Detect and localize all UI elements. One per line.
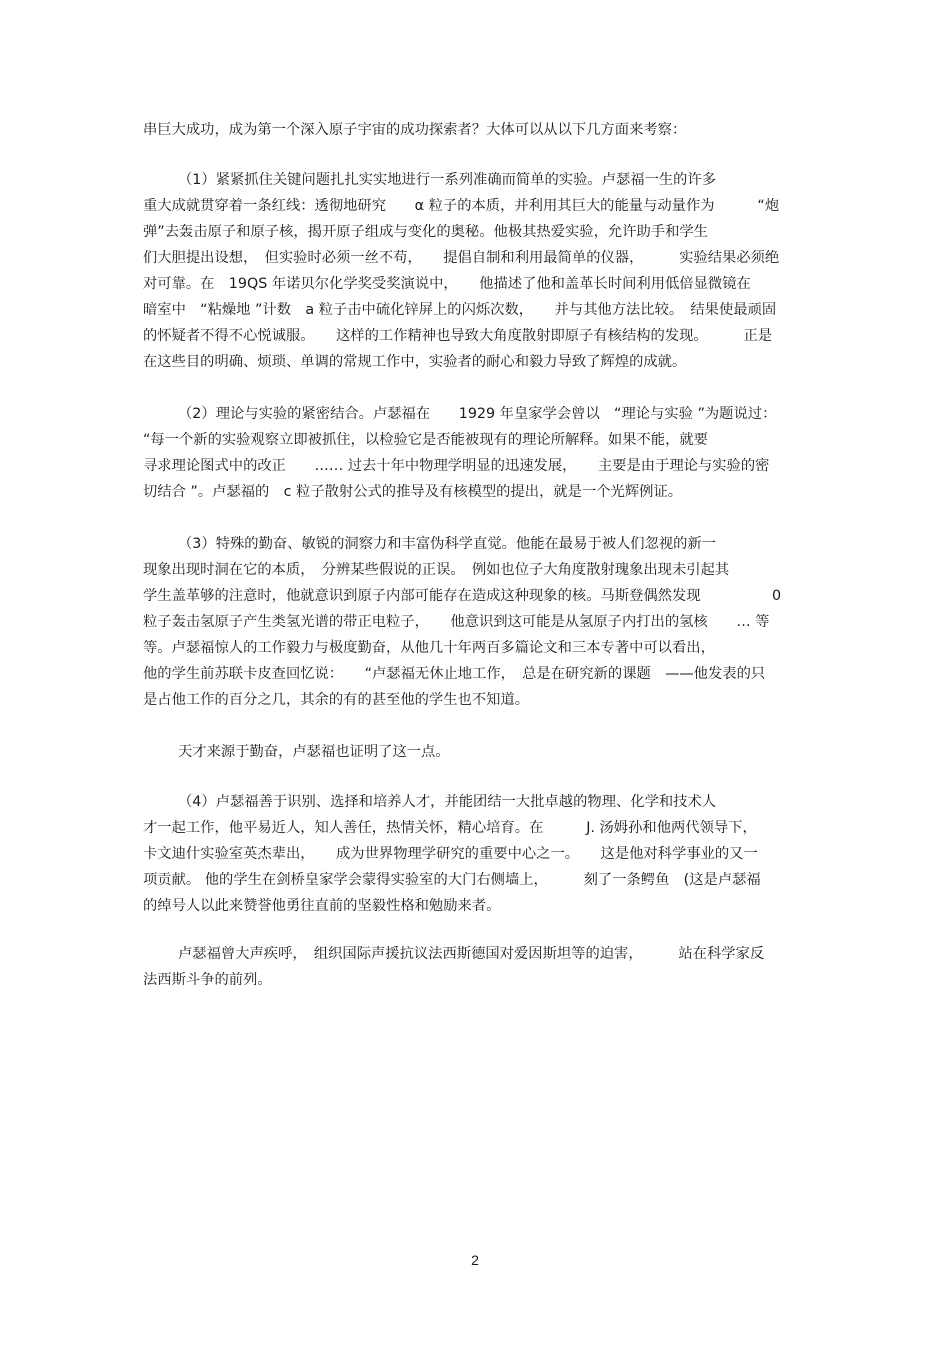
text-line: “每一个新的实验观察立即被抓住，以检验它是否能被现有的理论所解释。如果不能，就要 <box>143 432 708 448</box>
text-line: 在这些目的明确、烦琐、单调的常规工作中，实验者的耐心和毅力导致了辉煌的成就。 <box>143 354 687 370</box>
text-line: 弹”去轰击原子和原子核，揭开原子组成与变化的奥秘。他极其热爱实验，允许助手和学生 <box>143 224 708 240</box>
text-line: 卡文迪什实验室英杰辈出， 成为世界物理学研究的重要中心之一。 这是他对科学事业的又一 <box>143 846 758 862</box>
text-line: （4）卢瑟福善于识别、选择和培养人才，并能团结一大批卓越的物理、化学和技术人 <box>178 794 717 810</box>
text-line: 串巨大成功，成为第一个深入原子宇宙的成功探索者？大体可以从以下几方面来考察： <box>143 122 687 138</box>
paragraph-1-experiments <box>143 167 813 375</box>
text-line: 才一起工作，他平易近人，知人善任，热情关怀，精心培育。在 J. 汤姆孙和他两代领导下， <box>143 820 757 836</box>
text-line: 重大成就贯穿着一条红线：透彻地研究 α 粒子的本质，并利用其巨大的能量与动量作为 “炮 <box>143 198 780 214</box>
paragraph-anti-fascism <box>143 941 813 993</box>
paragraph-4-talent <box>143 789 813 919</box>
paragraph-genius-diligence <box>143 739 813 765</box>
text-line: 项贡献。 他的学生在剑桥皇家学会蒙得实验室的大门右侧墙上， 刻了一条鳄鱼 (这是卢瑟福 <box>143 872 761 888</box>
text-line: 是占他工作的百分之几，其余的有的甚至他的学生也不知道。 <box>143 692 530 708</box>
text-line: 的绰号人以此来赞誉他勇往直前的坚毅性格和勉励来者。 <box>143 898 501 914</box>
intro-paragraph <box>143 117 813 143</box>
text-line: 等。卢瑟福惊人的工作毅力与极度勤奋，从他几十年两百多篇论文和三本专著中可以看出， <box>143 640 715 656</box>
text-line: （1）紧紧抓住关键问题扎扎实实地进行一系列准确而简单的实验。卢瑟福一生的许多 <box>178 172 717 188</box>
text-line: 对可靠。在 19QS 年诺贝尔化学奖受奖演说中， 他描述了他和盖革长时间利用低倍显微镜在 <box>143 276 751 292</box>
text-line: 暗室中 “粘燥地 ”计数 a 粒子击中硫化锌屏上的闪烁次数， 并与其他方法比较。 结果使最顽固 <box>143 302 777 318</box>
text-line: （2）理论与实验的紧密结合。卢瑟福在 1929 年皇家学会曾以 “理论与实验 ”为题说过： <box>178 406 777 422</box>
text-line: 现象出现时洞在它的本质， 分辨某些假说的正误。 例如也位子大角度散射瑰象出现未引起其 <box>143 562 730 578</box>
paragraph-2-theory-and-experiment <box>143 401 813 505</box>
page-number: 2 <box>471 1252 479 1268</box>
paragraph-3-diligence <box>143 531 813 713</box>
text-line: 学生盖革够的注意时，他就意识到原子内部可能存在造成这种现象的核。马斯登偶然发现 0 <box>143 588 782 604</box>
text-line: 切结合 ”。卢瑟福的 c 粒子散射公式的推导及有核模型的提出，就是一个光辉例证。 <box>143 484 683 500</box>
text-line: 法西斯斗争的前列。 <box>143 972 272 988</box>
text-line: 们大胆提出设想， 但实验时必须一丝不苟， 提倡自制和利用最简单的仪器， 实验结果必须绝 <box>143 250 780 266</box>
text-line: （3）特殊的勤奋、敏锐的洞察力和丰富伪科学直觉。他能在最易于被人们忽视的新一 <box>178 536 717 552</box>
text-line: 卢瑟福曾大声疾呼， 组织国际声援抗议法西斯德国对爱因斯坦等的迫害， 站在科学家反 <box>178 946 765 962</box>
text-line: 的怀疑者不得不心悦诚服。 这样的工作精神也导致大角度散射即原子有核结构的发现。 正是 <box>143 328 773 344</box>
text-line: 天才来源于勤奋，卢瑟福也证明了这一点。 <box>178 744 450 760</box>
text-line: 他的学生前苏联卡皮查回忆说： “卢瑟福无休止地工作， 总是在研究新的课题 ——他发表的只 <box>143 666 766 682</box>
text-line: 寻求理论图式中的改正 …… 过去十年中物理学明显的迅速发展， 主要是由于理论与实验的密 <box>143 458 770 474</box>
text-line: 粒子轰击氢原子产生类氢光谱的带正电粒子， 他意识到这可能是从氢原子内打出的氢核 … 等 <box>143 614 770 630</box>
